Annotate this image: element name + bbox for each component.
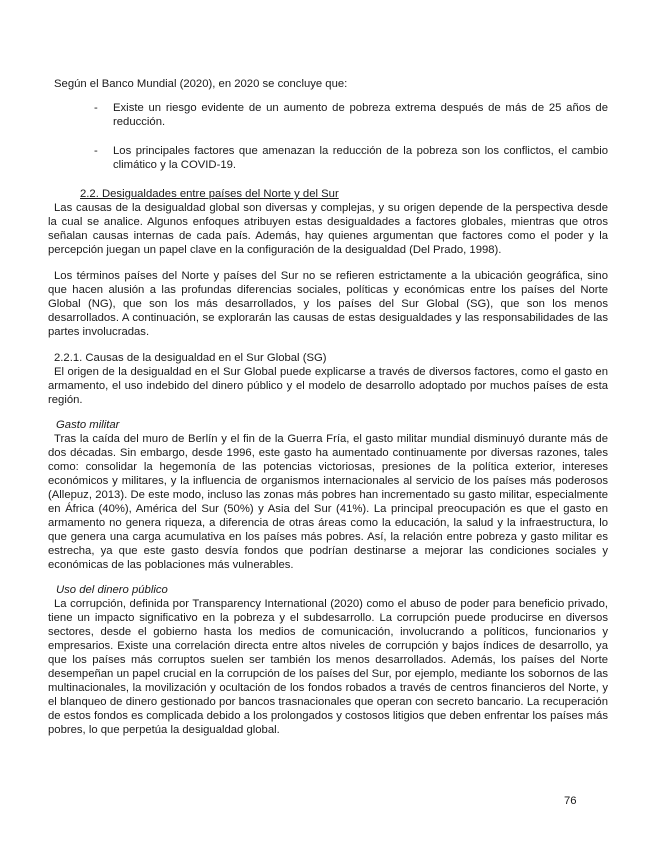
bullet-dash: - — [94, 102, 98, 114]
page-number: 76 — [564, 795, 577, 807]
subheading-gasto-militar: Gasto militar — [56, 419, 120, 431]
bullet-item — [48, 101, 608, 129]
bullet-text: Los principales factores que amenazan la reducción de la pobreza son los conflictos, el cambio climático y la COVID-19. — [113, 145, 608, 171]
bullet-text: Existe un riesgo evidente de un aumento de pobreza extrema después de más de 25 años de reducción. — [113, 102, 608, 128]
paragraph: Los términos países del Norte y países del Sur no se refieren estrictamente a la ubicación geográfica, sino que hacen alusión a las profundas diferencias sociales, políticas y económicas entre los países del Norte Global (NG), que son los más desarrollados, y los países del Sur Global (SG), que son los menos desarrollados. A continuación, se explorarán las causas de estas desigualdades y las responsabilidades de las partes involucradas. — [48, 270, 608, 338]
section-heading-2-2-1: 2.2.1. Causas de la desigualdad en el Sur Global (SG) — [54, 352, 327, 364]
bullet-dash: - — [94, 145, 98, 157]
subheading-uso-dinero: Uso del dinero público — [56, 584, 168, 596]
bullet-list — [48, 101, 608, 172]
intro-text: Según el Banco Mundial (2020), en 2020 se concluye que: — [54, 78, 348, 90]
section-heading-2-2: 2.2. Desigualdades entre países del Norte y del Sur — [80, 188, 339, 200]
paragraph: La corrupción, definida por Transparency International (2020) como el abuso de poder para beneficio privado, tiene un impacto significativo en la pobreza y el subdesarrollo. La corrupción puede producirse en diversos sectores, desde el gobierno hasta los medios de comunicación, involucrando a políticos, funcionarios y empresarios. Existe una correlación directa entre altos niveles de corrupción y bajos índices de desarrollo, ya que los países más corruptos suelen ser también los menos desarrollados. Además, los países del Norte desempeñan un papel crucial en la corrupción de los países del Sur, por ejemplo, mediante los sobornos de las multinacionales, la movilización y ocultación de los fondos robados a través de centros financieros del Norte, y el blanqueo de dinero gestionado por bancos trasnacionales que operan con secreto bancario. La recuperación de estos fondos es complicada debido a los prolongados y costosos litigios que deben enfrentar los países más pobres, lo que perpetúa la desigualdad global. — [48, 598, 608, 736]
paragraph: El origen de la desigualdad en el Sur Global puede explicarse a través de diversos factores, como el gasto en armamento, el uso indebido del dinero público y el modelo de desarrollo adoptado por muchos países de esta región. — [48, 366, 608, 406]
paragraph: Las causas de la desigualdad global son diversas y complejas, y su origen depende de la perspectiva desde la cual se analice. Algunos enfoques atribuyen estas desigualdades a factores globales, mientras que otros señalan causas internas de cada país. Además, hay quienes argumentan que factores como el poder y la percepción juegan un papel clave en la configuración de la desigualdad (Del Prado, 1998). — [48, 202, 608, 256]
bullet-item — [48, 144, 608, 172]
document-page — [48, 77, 608, 749]
paragraph: Tras la caída del muro de Berlín y el fin de la Guerra Fría, el gasto militar mundial disminuyó durante más de dos décadas. Sin embargo, desde 1996, este gasto ha aumentado continuamente por diversas razones, tales como: consolidar la hegemonía de las potencias victoriosas, presiones de la política exterior, intereses económicos y militares, y la influencia de organismos internacionales al servicio de los países más poderosos (Allepuz, 2013). De este modo, incluso las zonas más pobres han incrementado su gasto militar, especialmente en África (40%), América del Sur (50%) y Asia del Sur (41%). La principal preocupación es que el gasto en armamento no genera riqueza, a diferencia de otras áreas como la educación, la salud y la infraestructura, lo que genera una carga acumulativa en los países más pobres. Así, la relación entre pobreza y gasto militar es estrecha, ya que este gasto desvía fondos que podrían destinarse a mejorar las condiciones sociales y económicas de las poblaciones más vulnerables. — [48, 433, 608, 571]
